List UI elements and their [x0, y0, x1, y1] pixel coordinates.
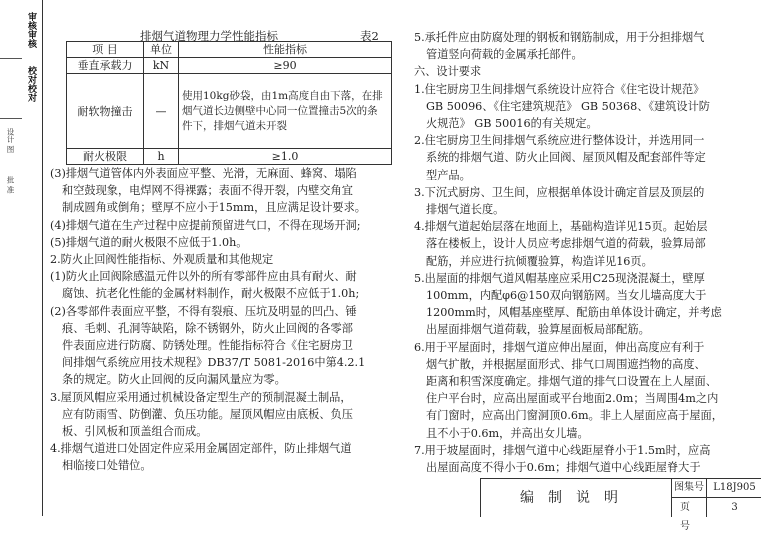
text-line: 5.承托件应由防腐处理的钢板和钢筋制成，用于分担排烟气: [414, 31, 705, 44]
text-line: 落在楼板上，设计人员应考虑排烟气道的荷载，验算局部: [426, 237, 706, 251]
text-line: 有门窗时，应高出门窗洞顶0.6m。非上人屋面应高于屋面，: [426, 409, 723, 423]
text-line: 痕、毛刺、孔洞等缺陷，除不锈钢外，防火止回阀的各零部: [62, 321, 353, 335]
text-line: 出屋面排烟气道荷载，验算屋面板局部配筋。: [426, 323, 650, 337]
text-line: 配筋，并应进行抗倾覆验算，构造详见16页。: [426, 254, 653, 268]
row-item: 耐软物撞击: [67, 74, 144, 149]
proofread-stamp: 校对校对: [26, 66, 36, 102]
header-unit: 单位: [144, 42, 179, 58]
row-unit: h: [144, 149, 179, 165]
divider: [0, 58, 22, 59]
text-line: 4.排烟气道进口处固定件应采用金属固定部件，防止排烟气道: [50, 442, 352, 456]
text-line: 应有防雨雪、防倒灌、负压功能。屋顶风帽应由底板、负压: [62, 407, 353, 421]
row-unit: kN: [144, 58, 179, 74]
text-line: 排烟气道长度。: [426, 203, 505, 217]
row-value: ≥1.0: [179, 149, 392, 165]
title-block: [480, 478, 761, 532]
text-line: 腐蚀、抗老化性能的金属材料制作，耐火极限不应低于1.0h;: [62, 287, 360, 301]
divider: [0, 118, 22, 119]
approve-label: 批 准: [6, 176, 15, 194]
sheet-title: 编制说明: [481, 479, 672, 517]
text-line: 条的规定。防火止回阀的反向漏风量应为零。: [62, 373, 286, 387]
text-line: 3.屋顶风帽应采用通过机械设备定型生产的预制混凝土制品，: [50, 390, 352, 404]
text-line: 间排烟气系统应用技术规程》DB37/T 5081-2016中第4.2.1: [62, 356, 366, 370]
text-line: 制成圆角或倒角；壁厚不应小于15mm，且应满足设计要求。: [62, 201, 366, 215]
properties-table: [66, 41, 392, 165]
row-value: ≥90: [179, 58, 392, 74]
section-heading: 六、设计要求: [414, 65, 482, 79]
text-line: 2.住宅厨房卫生间排烟气系统应进行整体设计，并选用同一: [414, 134, 705, 148]
text-line: 6.用于平屋面时，排烟气道应伸出屋面，伸出高度应有利于: [414, 340, 705, 354]
text-line: (3)排烟气道管体内外表面应平整、光滑，无麻面、蜂窝、塌陷: [50, 167, 357, 180]
row-item: 垂直承载力: [67, 58, 144, 74]
right-text-column: [414, 29, 749, 476]
text-line: 板、引风板和顶盖组合而成。: [62, 425, 208, 439]
text-line: 4.排烟气道起始层落在地面上，基础构造详见15页。起始层: [414, 220, 708, 234]
left-margin-strip: [0, 0, 43, 516]
text-line: 7.用于坡屋面时，排烟气道中心线距屋脊小于1.5m时，应高: [414, 443, 711, 457]
text-line: 出屋面高度不得小于0.6m；排烟气道中心线距屋脊大于: [426, 461, 701, 475]
table-row: [67, 74, 392, 149]
design-label: 设计 图: [6, 128, 15, 153]
table-row: [67, 58, 392, 74]
text-line: 1.住宅厨房卫生间排烟气系统设计应符合《住宅设计规范》: [414, 82, 705, 96]
atlas-number-label: 图集号: [672, 479, 707, 498]
table-number: 表2: [360, 29, 379, 43]
table-header-row: [67, 42, 392, 58]
page-number-value: 3: [731, 502, 738, 513]
text-line: (4)排烟气道在生产过程中应提前预留进气口，不得在现场开洞;: [50, 218, 361, 232]
left-text-column: [50, 165, 400, 475]
text-line: 且不小于0.6m，并高出女儿墙。: [426, 426, 589, 440]
text-line: 住户平台时，应高出屋面或平台地面2.0m；当周围4m之内: [426, 392, 719, 406]
text-line: (1)防火止回阀除感温元件以外的所有零部件应由具有耐火、耐: [50, 270, 357, 284]
header-value: 性能指标: [179, 42, 392, 58]
text-line: 100mm，内配φ6@150双向钢筋网。当女儿墙高度大于: [426, 289, 707, 303]
text-line: 烟气扩散，并根据屋面形式、排气口周围遮挡物的高度、: [426, 357, 706, 371]
text-line: 件表面应进行防腐、防锈处理。性能指标符合《住宅厨房卫: [62, 339, 353, 353]
row-item: 耐火极限: [67, 149, 144, 165]
text-line: 3.下沉式厨房、卫生间，应根据单体设计确定首层及顶层的: [414, 185, 705, 199]
text-line: 型产品。: [426, 168, 471, 182]
table-row: [67, 149, 392, 165]
page-number-label: 页号: [672, 498, 707, 517]
table-title: 排烟气道物理力学性能指标: [140, 29, 278, 43]
text-line: 和空鼓现象，电焊网不得裸露；表面不得开裂，内壁交角宜: [62, 184, 353, 198]
text-line: 1200mm时，风帽基座壁厚、配筋由单体设计确定，并考虑: [426, 306, 722, 320]
text-line: (5)排烟气道的耐火极限不应低于1.0h。: [50, 235, 248, 249]
text-line: (2)各零部件表面应平整，不得有裂痕、压坑及明显的凹凸、锤: [50, 304, 357, 318]
row-value: 使用10kg砂袋，由1m高度自由下落，在排烟气道长边侧壁中心同一位置撞击5次的条件下，排烟气道未开裂: [179, 74, 392, 149]
text-line: 火规范》 GB 50016的有关规定。: [426, 117, 598, 131]
header-item: 项 目: [67, 42, 144, 58]
text-line: 5.出屋面的排烟气道风帽基座应采用C25现浇混凝土，壁厚: [414, 271, 705, 285]
text-line: 管道竖向荷载的金属承托部件。: [426, 48, 583, 62]
atlas-number-value: L18J905: [707, 479, 761, 498]
section-heading: 2.防火止回阀性能指标、外观质量和其他规定: [50, 253, 274, 267]
row-unit: —: [144, 74, 179, 149]
text-line: 相临接口处错位。: [62, 459, 152, 473]
text-line: 距离和积雪深度确定。排烟气道的排气口设置在上人屋面、: [426, 375, 717, 389]
text-line: 系统的排烟气道、防火止回阀、屋顶风帽及配套部件等定: [426, 151, 706, 165]
review-stamp: 审核审核: [26, 12, 36, 48]
text-line: GB 50096、《住宅建筑规范》 GB 50368、《建筑设计防: [426, 99, 710, 113]
